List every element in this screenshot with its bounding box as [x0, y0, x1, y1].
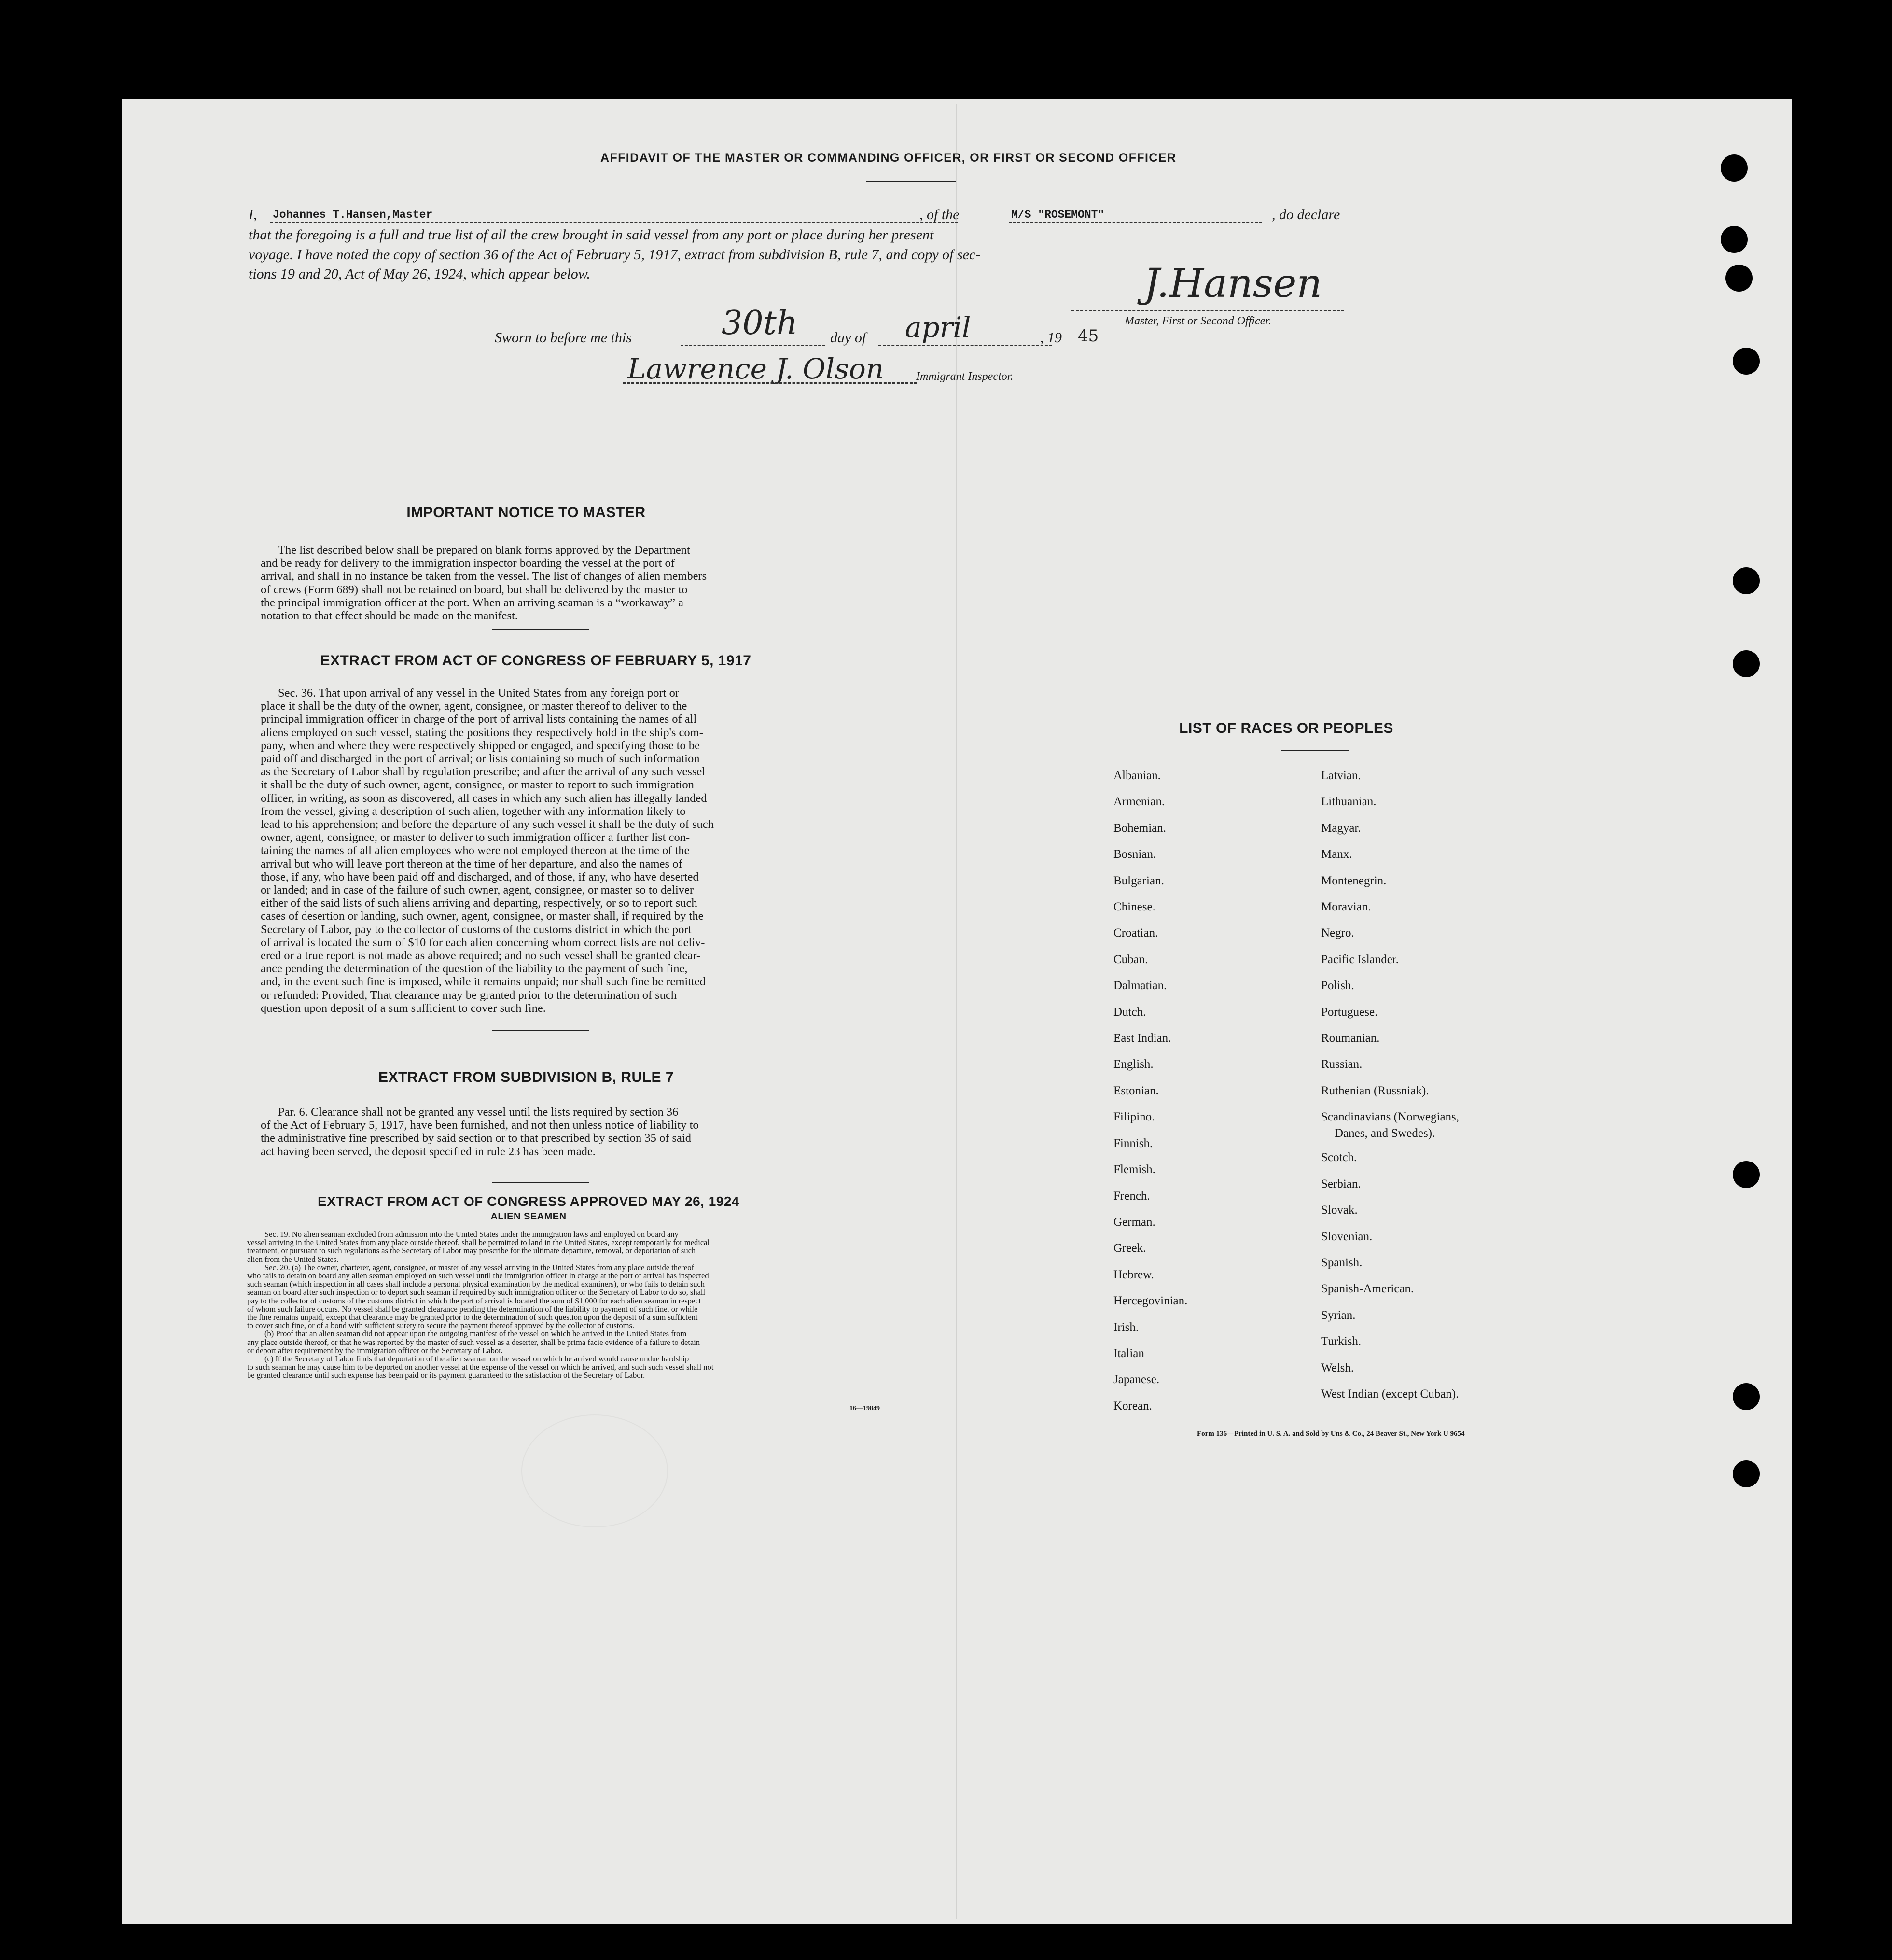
divider — [492, 629, 589, 630]
extract-1917-heading: EXTRACT FROM ACT OF CONGRESS OF FEBRUARY 5, 1917 — [320, 653, 751, 669]
extract-line: the administrative fine prescribed by said section or to that prescribed by section 35 of said — [261, 1132, 691, 1145]
race-item: Spanish-American. — [1321, 1282, 1414, 1296]
affidavit-prefix: I, — [249, 207, 257, 223]
race-item: Filipino. — [1113, 1110, 1155, 1124]
race-item: Lithuanian. — [1321, 795, 1377, 809]
extract-line: Sec. 36. That upon arrival of any vessel in the United States from any foreign port or — [278, 686, 679, 700]
of-the-label: , of the — [919, 207, 960, 223]
affidavit-line-2: voyage. I have noted the copy of section 36 of the Act of February 5, 1917, extract from subdivision B, rule 7, and copy of sec- — [249, 247, 981, 263]
form-number: 16—19849 — [849, 1405, 880, 1412]
extract-line: and, in the event such fine is imposed, while it remains unpaid; nor shall such fine be remitted — [261, 975, 706, 989]
notice-line: and be ready for delivery to the immigration inspector boarding the vessel at the port of — [261, 557, 675, 570]
race-item: French. — [1113, 1189, 1150, 1203]
binder-hole — [1733, 348, 1760, 375]
race-item: Finnish. — [1113, 1136, 1153, 1150]
race-item: Bulgarian. — [1113, 874, 1164, 887]
notice-line: notation to that effect should be made on the manifest. — [261, 609, 518, 623]
race-item: Albanian. — [1113, 769, 1161, 782]
extract-line: owner, agent, consignee, or master to deliver to such immigration officer a further list con- — [261, 831, 690, 844]
race-item: Greek. — [1113, 1242, 1146, 1255]
extract-line: arrival but who will leave port thereon at the time of her departure, and also the names of — [261, 857, 682, 870]
race-item: Roumanian. — [1321, 1032, 1380, 1045]
extract-line: question upon deposit of a sum sufficient to cover such fine. — [261, 1001, 546, 1015]
notice-heading: IMPORTANT NOTICE TO MASTER — [406, 504, 646, 520]
embossed-seal — [521, 1414, 668, 1527]
race-item — [1321, 1109, 1459, 1142]
race-item: Syrian. — [1321, 1308, 1356, 1322]
extract-line: seaman on board after such inspection or to deport such seaman if required by such immigration officer or the Secretary of Labor to do so, shall — [247, 1288, 706, 1297]
day-of-label: day of — [830, 330, 866, 346]
binder-hole — [1733, 1460, 1760, 1487]
extract-line: those, if any, who have been paid off and discharged, and of those, if any, who have deserted — [261, 870, 699, 883]
race-item: Portuguese. — [1321, 1005, 1378, 1019]
extract-line: taining the names of all alien employees who were not employed thereon at the time of the — [261, 844, 690, 857]
race-item: Korean. — [1113, 1399, 1152, 1413]
sworn-month: april — [905, 311, 971, 344]
sworn-prefix: Sworn to before me this — [495, 330, 632, 346]
binder-hole — [1733, 650, 1760, 677]
race-item: Manx. — [1321, 848, 1352, 861]
binder-hole — [1733, 1161, 1760, 1188]
extract-line: principal immigration officer in charge of the port of arrival lists containing the names of all — [261, 713, 697, 726]
races-right-column — [1321, 763, 1459, 1407]
extract-1924-subheading: ALIEN SEAMEN — [490, 1211, 567, 1222]
extract-line: alien from the United States. — [247, 1254, 339, 1264]
divider — [492, 1030, 589, 1031]
race-item: Serbian. — [1321, 1177, 1361, 1190]
extract-line: cases of desertion or landing, such owner, agent, consignee, or master shall, if required by the — [261, 910, 704, 923]
extract-line: of whom such failure occurs. No vessel shall be granted clearance pending the determination of the liability to payment of such fine, or while — [247, 1304, 698, 1314]
race-item: Negro. — [1321, 926, 1354, 940]
divider — [492, 1182, 589, 1183]
extract-line: be granted clearance until such expense has been paid or its payment guaranteed to the satisfaction of the Secretary of Labor. — [247, 1371, 645, 1380]
notice-line: arrival, and shall in no instance be taken from the vessel. The list of changes of alien members — [261, 570, 707, 583]
inspector-signature: Lawrence J. Olson — [627, 352, 884, 385]
extract-line: Par. 6. Clearance shall not be granted any vessel until the lists required by section 36 — [278, 1106, 679, 1119]
race-item: West Indian (except Cuban). — [1321, 1387, 1459, 1400]
extract-1924-heading: EXTRACT FROM ACT OF CONGRESS APPROVED MAY 26, 1924 — [318, 1194, 739, 1209]
extract-line: or refunded: Provided, That clearance may be granted prior to the determination of such — [261, 988, 677, 1002]
race-item: Welsh. — [1321, 1361, 1354, 1374]
extract-1924-body — [247, 1230, 894, 1380]
race-item: Estonian. — [1113, 1084, 1159, 1097]
race-item: Magyar. — [1321, 821, 1361, 835]
race-item: Latvian. — [1321, 769, 1361, 782]
master-name: Johannes T.Hansen,Master — [273, 209, 433, 221]
extract-line: as the Secretary of Labor shall by regulation prescribe; and after the arrival of any such vessel — [261, 765, 706, 779]
race-item-continuation: Danes, and Swedes). — [1335, 1127, 1435, 1140]
race-item: Scandinavians (Norwegians, — [1321, 1110, 1460, 1124]
extract-line: act having been served, the deposit specified in rule 23 has been made. — [261, 1145, 596, 1158]
master-caption: Master, First or Second Officer. — [1125, 315, 1271, 327]
race-item: Bohemian. — [1113, 821, 1167, 835]
race-item: Flemish. — [1113, 1163, 1155, 1176]
race-item: Moravian. — [1321, 900, 1371, 914]
extract-line: Sec. 20. (a) The owner, charterer, agent, consignee, or master of any vessel arriving in the United States from any place outside thereof — [264, 1262, 694, 1272]
extract-line: Sec. 19. No alien seaman excluded from admission into the United States under the immigration laws and employed on board any — [264, 1230, 679, 1239]
extract-line: or landed; and in case of the failure of such owner, agent, consignee, or master so to deliver — [261, 883, 694, 897]
inspector-caption: Immigrant Inspector. — [916, 370, 1014, 383]
race-item: Russian. — [1321, 1058, 1363, 1071]
extract-line: ered or a true report is not made as above required; and no such vessel shall be granted clear- — [261, 949, 701, 963]
extract-line: (b) Proof that an alien seaman did not appear upon the outgoing manifest of the vessel on which he arrived in the United States from — [264, 1329, 687, 1339]
extract-line: either of the said lists of such aliens arriving and departing, respectively, or so to report such — [261, 896, 697, 910]
race-item: Bosnian. — [1113, 848, 1156, 861]
notice-line: the principal immigration officer at the port. When an arriving seaman is a “workaway” a — [261, 596, 684, 609]
extract-line: officer, in writing, as soon as discovered, all cases in which any such alien has illegally landed — [261, 791, 707, 805]
race-item: Chinese. — [1113, 900, 1155, 914]
divider — [866, 181, 956, 182]
printer-footer: Form 136—Printed in U. S. A. and Sold by Uns & Co., 24 Beaver St., New York U 9654 — [1197, 1430, 1465, 1438]
extract-line: pany, when and where they were respectively shipped or engaged, and specifying those to be — [261, 739, 700, 752]
extract-line: of the Act of February 5, 1917, have been furnished, and not then unless notice of liability to — [261, 1119, 699, 1132]
race-item: Pacific Islander. — [1321, 952, 1399, 966]
vessel-name: M/S "ROSEMONT" — [1011, 209, 1105, 221]
race-item: East Indian. — [1113, 1032, 1171, 1045]
divider — [1281, 750, 1349, 751]
race-item: Armenian. — [1113, 795, 1165, 809]
affidavit-title: AFFIDAVIT OF THE MASTER OR COMMANDING OFFICER, OR FIRST OR SECOND OFFICER — [600, 151, 1177, 165]
race-item: Polish. — [1321, 979, 1354, 993]
race-item: Hercegovinian. — [1113, 1294, 1188, 1308]
extract-1917-body — [261, 686, 808, 1015]
declare-label: , do declare — [1272, 207, 1340, 223]
race-item: Dutch. — [1113, 1005, 1146, 1019]
affidavit-line-1: that the foregoing is a full and true list of all the crew brought in said vessel from any port or place during her present — [249, 227, 934, 243]
race-item: English. — [1113, 1058, 1154, 1071]
race-item: Croatian. — [1113, 926, 1158, 940]
sworn-day: 30th — [722, 304, 798, 342]
extract-line: aliens employed on such vessel, stating the positions they respectively hold in the ship's com- — [261, 726, 703, 739]
extract-line: Secretary of Labor, pay to the collector of customs of the customs district in which the port — [261, 923, 692, 936]
extract-line: from the vessel, giving a description of such alien, together with any information likely to — [261, 804, 686, 818]
extract-rule7-body — [261, 1106, 808, 1158]
race-item: Slovak. — [1321, 1204, 1358, 1217]
extract-line: paid off and discharged in the port of arrival; or lists containing so much of such information — [261, 752, 700, 766]
races-heading: LIST OF RACES OR PEOPLES — [1179, 720, 1393, 736]
race-item: Scotch. — [1321, 1151, 1357, 1164]
race-item: Ruthenian (Russniak). — [1321, 1084, 1429, 1097]
race-item: Spanish. — [1321, 1256, 1363, 1269]
race-item: Montenegrin. — [1321, 874, 1387, 887]
extract-line: the fine remains unpaid, except that clearance may be granted prior to the determination of such question upon the deposit of a sum sufficient — [247, 1313, 698, 1322]
master-signature: J.Hansen — [1144, 261, 1322, 307]
extract-line: such seaman (which inspection in all cases shall include a personal physical examination by the medical examiners), or who fails to detain such — [247, 1279, 705, 1289]
extract-line: it shall be the duty of such owner, agent, consignee, or master to report to such immigration — [261, 778, 694, 792]
race-item: Japanese. — [1113, 1373, 1160, 1386]
extract-line: (c) If the Secretary of Labor finds that deportation of the alien seaman on the vessel on which he arrived would cause undue hardship — [264, 1354, 689, 1364]
extract-rule7-heading: EXTRACT FROM SUBDIVISION B, RULE 7 — [378, 1069, 674, 1085]
notice-body — [261, 544, 808, 622]
sworn-line — [495, 304, 1122, 352]
race-item: Slovenian. — [1321, 1230, 1373, 1243]
extract-line: lead to his apprehension; and before the departure of any such vessel it shall be the duty of such — [261, 818, 714, 831]
binder-hole — [1721, 154, 1748, 182]
affidavit-line-3: tions 19 and 20, Act of May 26, 1924, which appear below. — [249, 266, 591, 282]
extract-line: to such seaman he may cause him to be deported on another vessel at the expense of the vessel on which he arrived, and such such vessel shall not — [247, 1362, 714, 1372]
race-item: Italian — [1113, 1346, 1144, 1360]
sworn-year: 45 — [1078, 326, 1099, 346]
binder-hole — [1721, 226, 1748, 253]
extract-line: ance pending the determination of the question of the liability to the payment of such fine, — [261, 962, 688, 976]
extract-line: or deport after requirement by the immigration officer or the Secretary of Labor. — [247, 1345, 503, 1355]
binder-hole — [1733, 1383, 1760, 1410]
extract-line: place it shall be the duty of the owner, agent, consignee, or master thereof to deliver to the — [261, 700, 687, 713]
extract-line: vessel arriving in the United States from any place outside thereof, shall be permitted to land in the United States, except temporarily for medical — [247, 1238, 710, 1247]
extract-line: any place outside thereof, or that he was reported by the master of such vessel as a deserter, shall be prima facie evidence of a failure to detain — [247, 1337, 700, 1347]
binder-hole — [1725, 265, 1753, 292]
extract-line: who fails to detain on board any alien seaman employed on such vessel until the immigration officer in charge at the port of arrival has inspected — [247, 1271, 709, 1281]
affidavit-line-0 — [249, 205, 1378, 224]
extract-line: treatment, or pursuant to such regulations as the Secretary of Labor may prescribe for the ultimate departure, removal, or deportation of such — [247, 1246, 696, 1256]
race-item: Dalmatian. — [1113, 979, 1167, 993]
extract-line: pay to the collector of customs of the customs district in which the port of arrival is located the sum of $1,000 for each alien seaman in respect — [247, 1296, 701, 1305]
extract-line: of arrival is located the sum of $10 for each alien concerning whom correct lists are not deliv- — [261, 936, 705, 949]
race-item: German. — [1113, 1215, 1155, 1229]
year-prefix: , 19 — [1040, 330, 1062, 346]
race-item: Hebrew. — [1113, 1268, 1154, 1281]
race-item: Cuban. — [1113, 952, 1148, 966]
extract-line: to cover such fine, or of a bond with sufficient surety to secure the payment thereof approved by the collector of customs. — [247, 1321, 634, 1330]
race-item: Turkish. — [1321, 1335, 1362, 1348]
binder-hole — [1733, 567, 1760, 594]
races-left-column — [1113, 763, 1187, 1419]
notice-line: The list described below shall be prepared on blank forms approved by the Department — [278, 544, 690, 557]
race-item: Irish. — [1113, 1320, 1139, 1334]
notice-line: of crews (Form 689) shall not be retained on board, but shall be delivered by the master to — [261, 583, 688, 596]
